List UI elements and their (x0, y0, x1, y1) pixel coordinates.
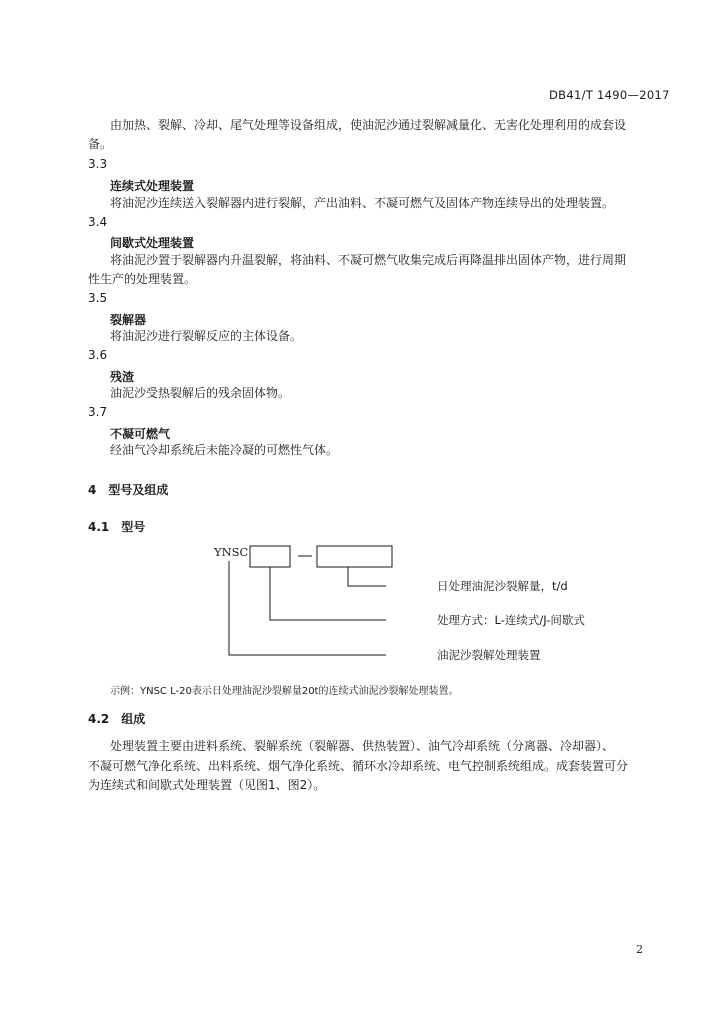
leader-line-mode (270, 567, 386, 620)
body-text-line: 为连续式和间歇式处理装置（见图1、图2）。 (88, 778, 326, 792)
processing-mode-box (250, 546, 290, 567)
term-definition-line: 由加热、裂解、冷却、尾气处理等设备组成，使油泥沙通过裂解减量化、无害化处理利用的成套设 (110, 118, 627, 132)
term-number: 3.4 (88, 215, 108, 229)
leader-line-capacity (348, 567, 386, 586)
subsection-heading: 4.2 组成 (88, 712, 146, 726)
term-number: 3.3 (88, 157, 108, 171)
model-prefix: YNSC (214, 545, 249, 559)
document-code: DB41/T 1490—2017 (549, 88, 670, 102)
term-title: 连续式处理装置 (110, 179, 195, 193)
capacity-box (317, 546, 392, 567)
term-number: 3.5 (88, 291, 108, 305)
diagram-label-mode: 处理方式：L-连续式/J-间歇式 (437, 613, 585, 627)
section-heading: 4 型号及组成 (88, 483, 169, 497)
term-number: 3.6 (88, 348, 108, 362)
term-title: 不凝可燃气 (110, 427, 171, 441)
term-title: 残渣 (110, 370, 135, 384)
subsection-heading: 4.1 型号 (88, 520, 146, 534)
term-definition-line: 将油泥沙连续送入裂解器内进行裂解，产出油料、不凝可燃气及固体产物连续导出的处理装置。 (110, 196, 615, 210)
term-definition-line: 性生产的处理装置。 (88, 272, 197, 286)
diagram-label-capacity: 日处理油泥沙裂解量，t/d (437, 579, 568, 593)
term-number: 3.7 (88, 405, 108, 419)
term-definition-line: 备。 (88, 137, 113, 151)
term-title: 裂解器 (110, 313, 147, 327)
example-note: 示例：YNSC L-20表示日处理油泥沙裂解量20t的连续式油泥沙裂解处理装置。 (110, 686, 459, 697)
body-text-line: 不凝可燃气净化系统、出料系统、烟气净化系统、循环水冷却系统、电气控制系统组成。成套装置可分 (88, 759, 629, 773)
body-text-line: 处理装置主要由进料系统、裂解系统（裂解器、供热装置）、油气冷却系统（分离器、冷却器）、 (110, 739, 615, 753)
term-definition-line: 经油气冷却系统后未能冷凝的可燃性气体。 (110, 443, 339, 457)
diagram-label-device: 油泥沙裂解处理装置 (437, 648, 541, 662)
term-definition-line: 将油泥沙进行裂解反应的主体设备。 (110, 329, 303, 343)
leader-line-prefix (229, 561, 386, 655)
term-definition-line: 油泥沙受热裂解后的残余固体物。 (110, 386, 291, 400)
term-title: 间歇式处理装置 (110, 236, 195, 250)
term-definition-line: 将油泥沙置于裂解器内升温裂解，将油料、不凝可燃气收集完成后再降温排出固体产物，进行周期 (110, 253, 627, 267)
page-number: 2 (636, 943, 643, 956)
